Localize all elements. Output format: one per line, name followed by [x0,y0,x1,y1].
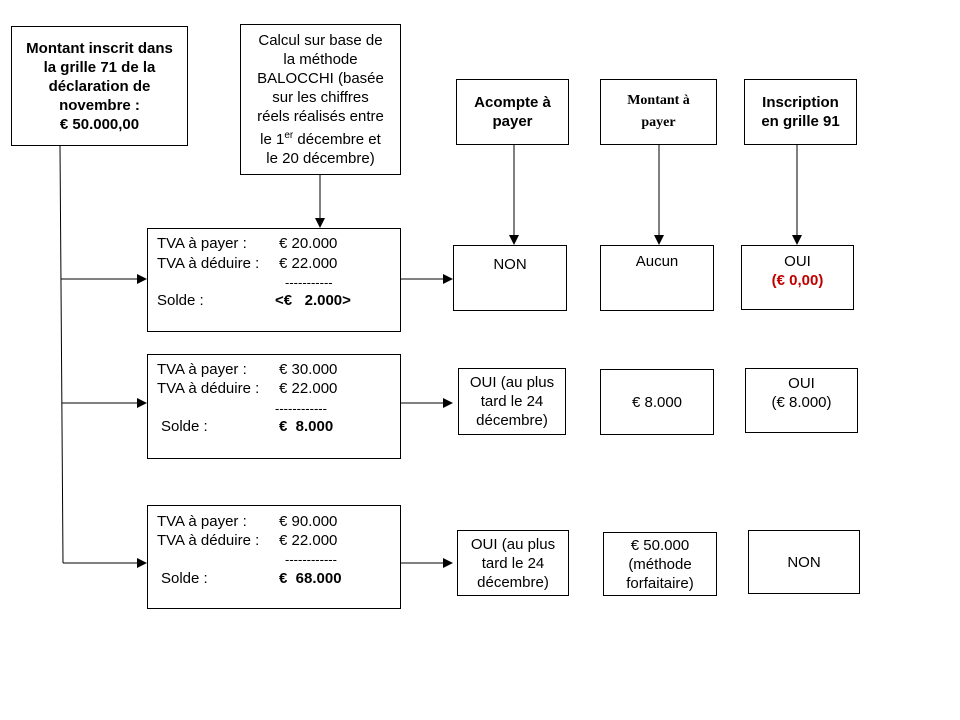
trunk-line [60,146,63,563]
separator: ------------ [285,552,337,567]
inscription-oui: OUI [788,375,815,392]
tva-deduire-value: € 22.000 [279,532,338,549]
acompte-header-line: payer [492,113,533,130]
balocchi-line: le 20 décembre) [266,150,375,167]
tva-deduire-label: TVA à déduire : [157,255,260,272]
balocchi-date-line [260,126,381,149]
balocchi-line: BALOCCHI (basée [257,70,384,87]
tva-deduire-label: TVA à déduire : [157,532,260,549]
separator: ------------ [275,401,327,416]
tva-deduire-value: € 22.000 [279,380,338,397]
balocchi-box [240,24,401,175]
montant-header-line: Montant à [627,93,690,108]
tva-payer-value: € 20.000 [279,235,338,252]
montant-line: € 50.000,00 [59,115,140,133]
separator: ----------- [285,275,333,290]
solde-label: Solde : [161,418,208,435]
tva-deduire-value: € 22.000 [279,255,338,272]
calc-box-3 [147,505,401,609]
acompte-line: tard le 24 [481,554,545,572]
balocchi-line: Calcul sur base de [258,32,383,49]
acompte-line: décembre) [477,573,549,591]
inscription-header-line: en grille 91 [761,113,840,130]
solde-label: Solde : [161,570,208,587]
calc-box-2 [147,354,401,459]
tva-payer-label: TVA à payer : [157,361,247,378]
solde-value: € 68.000 [279,570,342,587]
tva-payer-label: TVA à payer : [157,235,247,252]
balocchi-date-pre: le 1 [260,131,285,148]
inscription-oui: OUI [784,253,811,270]
calc-box-1 [147,228,401,332]
tva-payer-value: € 90.000 [279,513,338,530]
inscription-result-2 [745,368,858,433]
acompte-line: OUI (au plus [470,535,556,553]
montant-line: déclaration de [48,77,151,95]
solde-value: € 8.000 [279,418,334,435]
montant-line: Montant inscrit dans [26,39,173,57]
tva-deduire-label: TVA à déduire : [157,380,260,397]
solde-value: <€ 2.000> [275,292,351,309]
acompte-line: tard le 24 [480,393,544,410]
montant-result-1: Aucun [600,245,714,311]
tva-payer-label: TVA à payer : [157,513,247,530]
inscription-amount: (€ 8.000) [771,394,832,411]
inscription-amount: (€ 0,00) [771,272,824,289]
balocchi-line: la méthode [283,51,358,68]
solde-label: Solde : [157,292,204,309]
montant-header [600,79,717,145]
acompte-line: décembre) [476,412,548,429]
inscription-header-line: Inscription [762,94,839,111]
montant-header-line: payer [641,115,676,130]
balocchi-date-post: décembre et [293,131,381,148]
montant-line: (méthode [628,555,692,573]
acompte-header-line: Acompte à [474,94,551,111]
montant-line: forfaitaire) [626,574,694,592]
tva-payer-value: € 30.000 [279,361,338,378]
montant-line: novembre : [59,96,140,114]
acompte-result-3 [457,530,569,596]
acompte-line: OUI (au plus [469,374,555,391]
montant-result-3 [603,532,717,596]
acompte-result-2 [458,368,566,435]
acompte-header [456,79,569,145]
acompte-result-1: NON [453,245,567,311]
montant-line: la grille 71 de la [43,58,156,76]
montant-line: € 50.000 [630,536,690,554]
inscription-result-3: NON [748,530,860,594]
inscription-header [744,79,857,145]
balocchi-line: sur les chiffres [272,89,369,106]
balocchi-date-sup: er [284,130,294,141]
inscription-result-1 [741,245,854,310]
montant-result-2: € 8.000 [600,369,714,435]
balocchi-line: réels réalisés entre [257,108,384,125]
montant-grille71-box [11,26,188,146]
